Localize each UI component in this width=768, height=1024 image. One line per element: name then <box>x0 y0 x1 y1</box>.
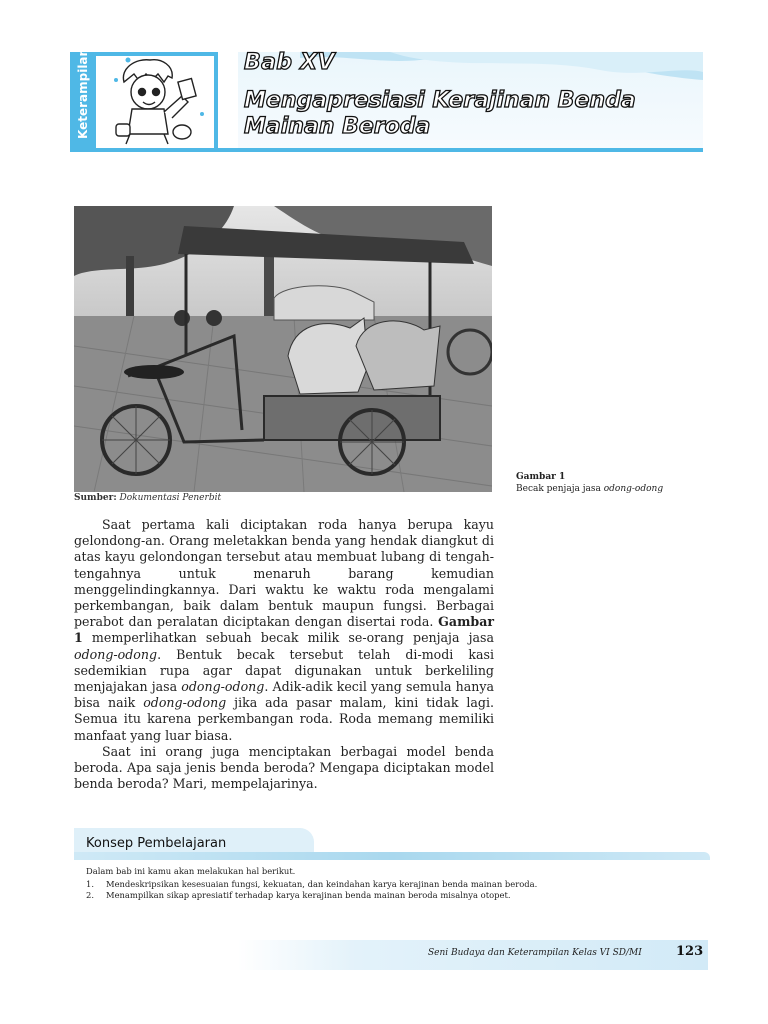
footer-book-title: Seni Budaya dan Keterampilan Kelas VI SD/MI <box>428 948 642 958</box>
p1-text-e: . Bentuk becak tersebut telah di-modi kasi sedemikian rupa agar dapat digunakan untuk berkeliling menjajakan jasa <box>74 646 494 695</box>
side-tab <box>70 47 96 152</box>
figure-caption <box>516 471 716 495</box>
mascot-illustration <box>102 56 212 148</box>
body-text <box>74 517 494 792</box>
chapter-number: Bab XV <box>244 50 335 75</box>
konsep-title: Konsep Pembelajaran <box>86 836 227 851</box>
paragraph-1 <box>74 517 494 744</box>
konsep-item-text: Menampilkan sikap apresiatif terhadap karya kerajinan benda mainan beroda misalnya otopet. <box>106 890 511 900</box>
p1-term-1: odong-odong <box>74 646 158 662</box>
konsep-item <box>86 890 686 902</box>
side-tab-label: Keterampilan <box>76 47 90 139</box>
p1-figure-ref: Gambar 1 <box>74 614 494 646</box>
caption-label: Gambar 1 <box>516 472 566 482</box>
konsep-item-text: Mendeskripsikan kesesuaian fungsi, kekuatan, dan keindahan karya kerajinan benda mainan beroda. <box>106 878 538 889</box>
p1-text-i: jika ada pasar malam, kini tidak lagi. Semua itu karena perkembangan roda. Roda memang memiliki manfaat yang luar biasa. <box>74 695 494 743</box>
page-number: 123 <box>676 944 704 959</box>
konsep-band <box>74 852 710 860</box>
konsep-item-number: 1. <box>86 878 94 889</box>
caption-text: Becak penjaja jasa <box>516 484 601 494</box>
konsep-lead: Dalam bab ini kamu akan melakukan hal berikut. <box>86 866 296 876</box>
header-underline <box>218 148 703 152</box>
p1-text-c: memperlihatkan sebuah becak milik se-orang penjaja jasa <box>91 630 494 646</box>
photo-source <box>74 493 221 503</box>
konsep-item <box>86 879 686 891</box>
photo-becak-odong-odong <box>74 206 492 492</box>
konsep-item-number: 2. <box>86 890 94 900</box>
source-label: Sumber: <box>74 493 117 503</box>
p1-term-3: odong-odong <box>143 695 227 711</box>
source-text: Dokumentasi Penerbit <box>119 493 222 503</box>
konsep-list <box>86 866 686 902</box>
p1-term-2: odong-odong <box>181 679 265 695</box>
photo-illustration <box>74 206 492 492</box>
p1-text-a: Saat pertama kali diciptakan roda hanya berupa kayu gelondong-an. Orang meletakkan benda yang hendak diangkut di atas kayu gelondongan tersebut atau membuat lubang di tengah-tengahnya untuk menaruh barang kemudian menggelindingkannya. Dari waktu ke waktu roda mengalami perkembangan, baik dalam bentuk maupun fungsi. Berbagai perabot dan peralatan diciptakan dengan disertai roda. <box>74 517 494 630</box>
paragraph-2: Saat ini orang juga menciptakan berbagai model benda beroda. Apa saja jenis benda beroda? Mengapa diciptakan model benda beroda? Mari, mempelajarinya. <box>74 743 494 792</box>
caption-italic: odong-odong <box>603 484 664 494</box>
chapter-title: Mengapresiasi Kerajinan Benda Mainan Beroda <box>244 88 636 139</box>
header-wave-decoration <box>300 52 703 92</box>
p1-text-g: . Adik-adik kecil yang semula hanya bisa naik <box>74 679 494 711</box>
